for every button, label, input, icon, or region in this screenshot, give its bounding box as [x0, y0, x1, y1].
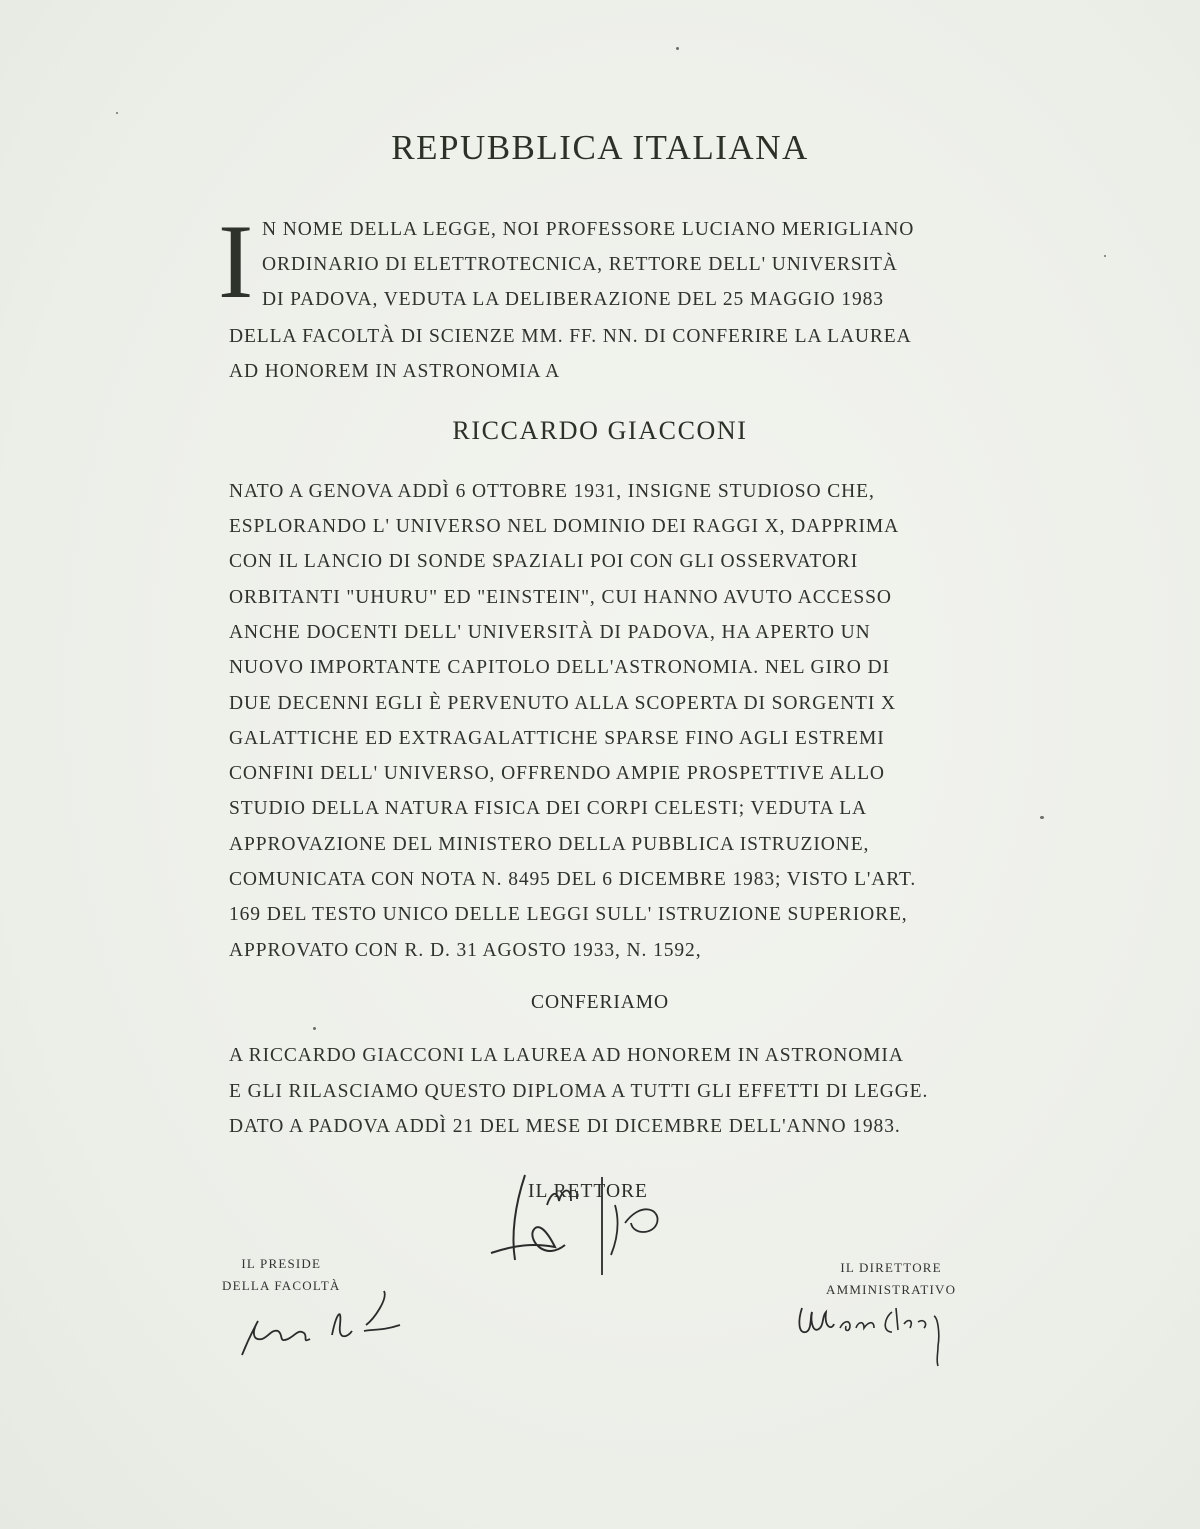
intro-line: ORDINARIO DI ELETTROTECNICA, RETTORE DELL' UNIVERSITÀ	[262, 254, 898, 275]
body-line: GALATTICHE ED EXTRAGALATTICHE SPARSE FINO AGLI ESTREMI	[229, 728, 885, 749]
intro-line: N NOME DELLA LEGGE, NOI PROFESSORE LUCIANO MERIGLIANO	[262, 219, 915, 240]
paper-speck	[1104, 255, 1106, 257]
body-line: DUE DECENNI EGLI È PERVENUTO ALLA SCOPERTA DI SORGENTI X	[229, 693, 897, 714]
recipient-name: RICCARDO GIACCONI	[452, 416, 748, 445]
paper-speck	[676, 47, 679, 50]
direttore-label-line2: AMMINISTRATIVO	[826, 1282, 957, 1297]
body-line: COMUNICATA CON NOTA N. 8495 DEL 6 DICEMBRE 1983; VISTO L'ART.	[229, 869, 917, 890]
paper-speck	[116, 112, 118, 114]
rettore-signature	[485, 1165, 675, 1285]
preside-label-line2: DELLA FACOLTÀ	[222, 1278, 341, 1293]
body-line: NUOVO IMPORTANTE CAPITOLO DELL'ASTRONOMIA. NEL GIRO DI	[229, 657, 890, 678]
closing-line: E GLI RILASCIAMO QUESTO DIPLOMA A TUTTI GLI EFFETTI DI LEGGE.	[229, 1081, 929, 1102]
body-line: ESPLORANDO L' UNIVERSO NEL DOMINIO DEI RAGGI X, DAPPRIMA	[229, 516, 900, 537]
body-line: STUDIO DELLA NATURA FISICA DEI CORPI CELESTI; VEDUTA LA	[229, 798, 868, 819]
paper-speck	[313, 1027, 316, 1030]
paper-speck	[1040, 816, 1044, 819]
body-line: ANCHE DOCENTI DELL' UNIVERSITÀ DI PADOVA, HA APERTO UN	[229, 622, 871, 643]
body-line: APPROVATO CON R. D. 31 AGOSTO 1933, N. 1592,	[229, 940, 702, 961]
body-line: CONFINI DELL' UNIVERSO, OFFRENDO AMPIE PROSPETTIVE ALLO	[229, 763, 885, 784]
intro-line: DI PADOVA, VEDUTA LA DELIBERAZIONE DEL 25 MAGGIO 1983	[262, 289, 884, 310]
direttore-label	[826, 1257, 956, 1301]
body-line: 169 DEL TESTO UNICO DELLE LEGGI SULL' ISTRUZIONE SUPERIORE,	[229, 904, 908, 925]
rettore-label: IL RETTORE	[528, 1181, 648, 1202]
closing-line: DATO A PADOVA ADDÌ 21 DEL MESE DI DICEMBRE DELL'ANNO 1983.	[229, 1116, 901, 1137]
closing-line: A RICCARDO GIACCONI LA LAUREA AD HONOREM IN ASTRONOMIA	[229, 1045, 904, 1066]
preside-label-line1: IL PRESIDE	[241, 1256, 322, 1271]
preside-signature	[232, 1285, 412, 1365]
direttore-signature	[788, 1298, 968, 1368]
direttore-label-line1: IL DIRETTORE	[840, 1260, 942, 1275]
body-line: NATO A GENOVA ADDÌ 6 OTTOBRE 1931, INSIGNE STUDIOSO CHE,	[229, 481, 875, 502]
drop-cap-initial: I	[218, 203, 254, 320]
intro-line: DELLA FACOLTÀ DI SCIENZE MM. FF. NN. DI CONFERIRE LA LAUREA	[229, 326, 912, 347]
conferiamo-heading: CONFERIAMO	[531, 992, 669, 1013]
body-line: ORBITANTI "UHURU" ED "EINSTEIN", CUI HANNO AVUTO ACCESSO	[229, 587, 892, 608]
intro-line: AD HONOREM IN ASTRONOMIA A	[229, 361, 561, 382]
document-title: REPUBBLICA ITALIANA	[391, 128, 809, 167]
body-line: APPROVAZIONE DEL MINISTERO DELLA PUBBLICA ISTRUZIONE,	[229, 834, 870, 855]
body-line: CON IL LANCIO DI SONDE SPAZIALI POI CON GLI OSSERVATORI	[229, 551, 859, 572]
